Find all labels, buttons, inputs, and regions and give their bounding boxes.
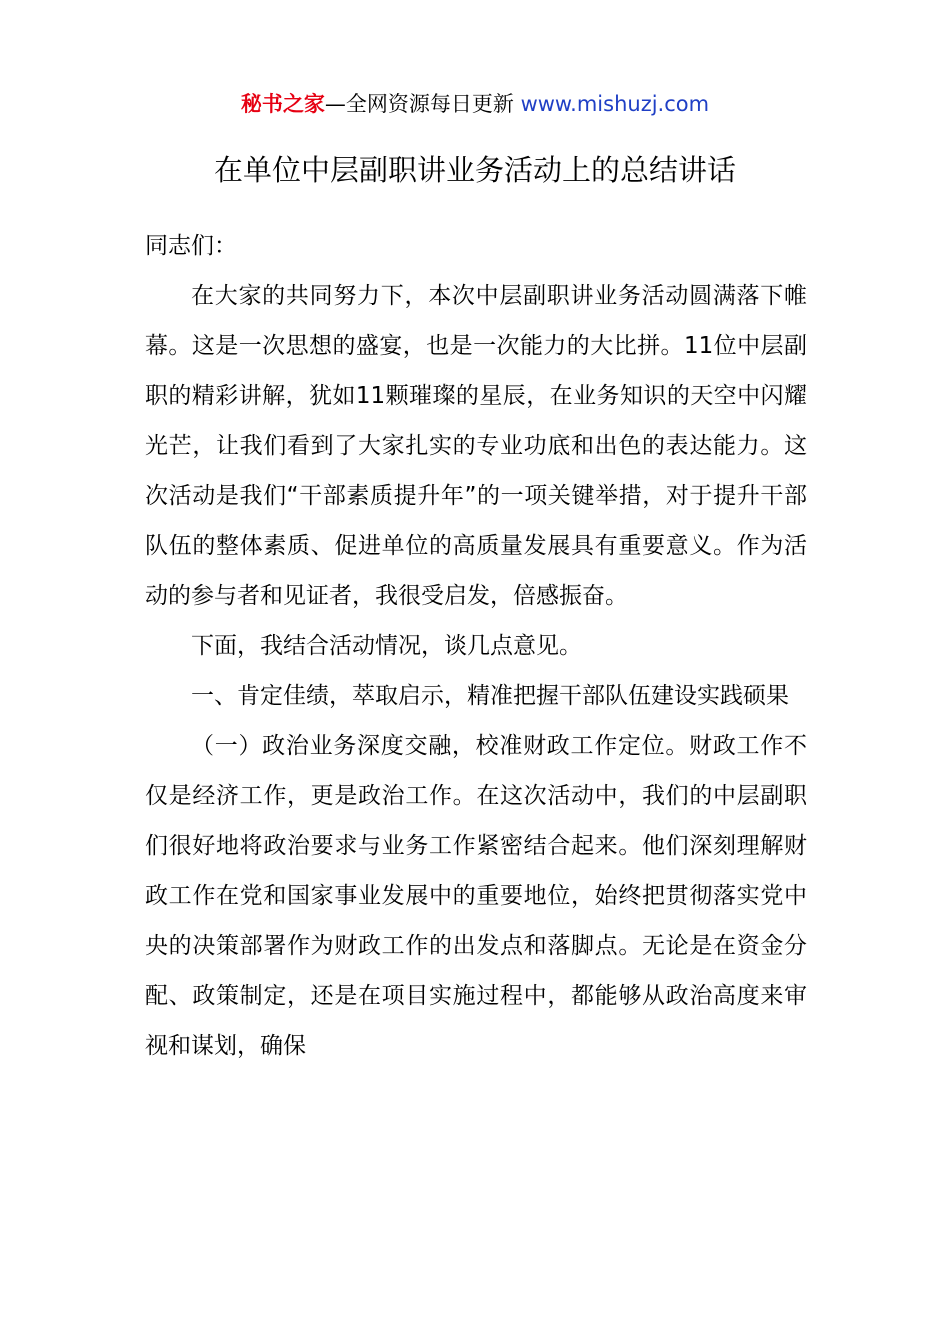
document-body — [145, 221, 807, 1071]
section-heading-1: 一、肯定佳绩，萃取启示，精准把握干部队伍建设实践硕果 — [191, 683, 789, 709]
site-header — [0, 86, 950, 122]
paragraph-subsection-1: （一）政治业务深度交融，校准财政工作定位。财政工作不仅是经济工作，更是政治工作。在这次活动中，我们的中层副职们很好地将政治要求与业务工作紧密结合起来。他们深刻理解财政工作在党和国家事业发展中的重要地位，始终把贯彻落实党中央的决策部署作为财政工作的出发点和落脚点。无论是在资金分配、政策制定，还是在项目实施过程中，都能够从政治高度来审视和谋划，确保 — [145, 733, 807, 1059]
document-title: 在单位中层副职讲业务活动上的总结讲话 — [213, 153, 736, 187]
brand-name: 秘书之家 — [240, 92, 325, 116]
site-url: www.mishuzj.com — [520, 92, 710, 116]
paragraph-intro: 在大家的共同努力下，本次中层副职讲业务活动圆满落下帷幕。这是一次思想的盛宴，也是一次能力的大比拼。11位中层副职的精彩讲解，犹如11颗璀璨的星辰，在业务知识的天空中闪耀光芒，让我们看到了大家扎实的专业功底和出色的表达能力。这次活动是我们“干部素质提升年”的一项关键举措，对于提升干部队伍的整体素质、促进单位的高质量发展具有重要意义。作为活动的参与者和见证者，我很受启发，倍感振奋。 — [145, 283, 807, 609]
site-tagline: —全网资源每日更新 — [324, 92, 521, 116]
paragraph-transition: 下面，我结合活动情况，谈几点意见。 — [191, 633, 582, 659]
salutation: 同志们： — [145, 233, 237, 259]
